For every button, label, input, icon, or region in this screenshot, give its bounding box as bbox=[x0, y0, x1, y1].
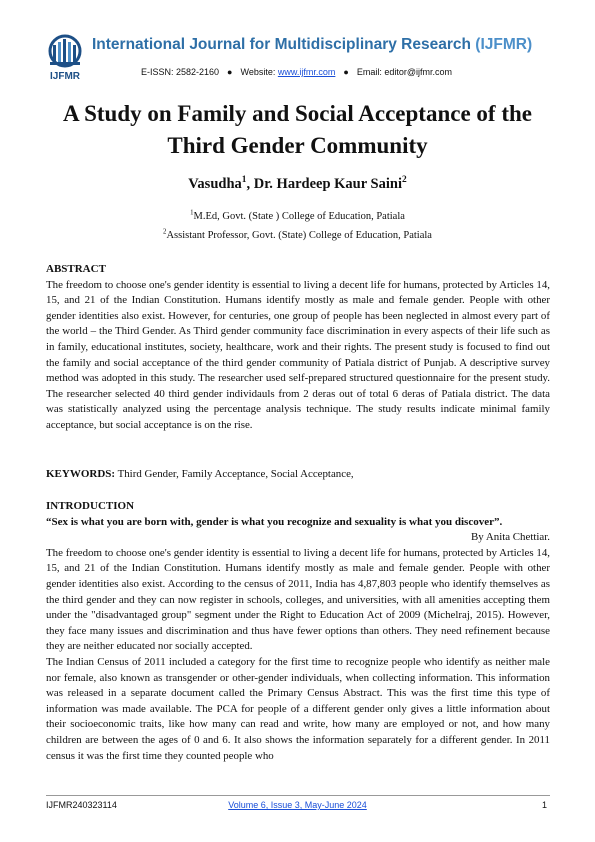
journal-abbr: (IJFMR) bbox=[475, 36, 533, 53]
author-separator: , bbox=[246, 176, 254, 192]
introduction-heading: INTRODUCTION bbox=[46, 500, 135, 512]
page-number: 1 bbox=[541, 800, 547, 810]
author-2-sup: 2 bbox=[401, 175, 407, 186]
logo-icon bbox=[44, 32, 86, 82]
website-link[interactable]: www.ijfmr.com bbox=[277, 67, 336, 77]
keywords-text: Third Gender, Family Acceptance, Social Acceptance, bbox=[115, 468, 354, 480]
introduction-section bbox=[46, 499, 550, 764]
author-2: Dr. Hardeep Kaur Saini bbox=[253, 176, 402, 192]
footer-volume-link[interactable]: Volume 6, Issue 3, May-June 2024 bbox=[228, 800, 367, 810]
email: Email: editor@ijfmr.com bbox=[356, 67, 452, 77]
abstract-heading: ABSTRACT bbox=[46, 263, 106, 275]
affiliation-1-text: M.Ed, Govt. (State ) College of Education, Patiala bbox=[193, 211, 405, 222]
affiliation-2 bbox=[0, 230, 595, 241]
footer-divider bbox=[46, 795, 550, 796]
paper-title bbox=[30, 98, 565, 162]
affiliation-2-text: Assistant Professor, Govt. (State) College of Education, Patiala bbox=[166, 230, 432, 241]
title-line-1: A Study on Family and Social Acceptance of the bbox=[63, 101, 532, 126]
logo-text: IJFMR bbox=[50, 71, 80, 82]
abstract-section bbox=[46, 262, 550, 434]
introduction-paragraph-2: The Indian Census of 2011 included a category for the first time to recognize people who identify as neither male nor female, also known as transgender or other-gender individuals, when collecting information. This information was released in a separate document called the Primary Census Abstract. This was the first time this type of information was made available. The PCA for people of a different gender only gives a little information about their socioeconomic traits, like how many can read and write, how many are employed or not, and how many children are between the ages of 0 and 6. It also shows the information separately for a different gender. In 2011 census it was the first time they counted people who bbox=[46, 655, 550, 762]
journal-contact-line bbox=[141, 67, 452, 77]
quote-author: By Anita Chettiar. bbox=[471, 531, 550, 544]
journal-title bbox=[92, 36, 532, 54]
author-1: Vasudha bbox=[188, 176, 242, 192]
keywords-label: KEYWORDS: bbox=[46, 468, 116, 480]
issn: E-ISSN: 2582-2160 bbox=[141, 67, 220, 77]
bullet-icon: ● bbox=[343, 67, 349, 77]
author-1-sup: 1 bbox=[241, 175, 247, 186]
authors bbox=[0, 176, 595, 193]
keywords-section bbox=[46, 467, 550, 483]
introduction-quote: “Sex is what you are born with, gender is what you recognize and sexuality is what you discover”. bbox=[46, 515, 503, 528]
introduction-paragraph-1: The freedom to choose one's gender identity is essential to living a decent life for humans, protected by Articles 14, 15, and 21 of the Indian Constitution. Humans identify mostly as male and female gender. People with other gender identities also exist. According to the census of 2011, India has 4,87,803 people who identify themselves as the third gender and they can now register in schools, colleges, and universities, with all amenities accepting them under the "disadvantaged group" segment under the Right to Education Act of 2009 (Michelraj, 2015). However, they face many issues and discrimination and thus have fewer options than others. They need refinement because they are neither educated nor socially accepted. bbox=[46, 546, 550, 653]
website-label: Website: bbox=[240, 67, 276, 77]
title-line-2: Third Gender Community bbox=[167, 133, 428, 158]
journal-logo bbox=[44, 32, 86, 82]
affiliation-2-sup: 2 bbox=[163, 228, 167, 236]
affiliation-1-sup: 1 bbox=[190, 209, 194, 217]
affiliation-1 bbox=[0, 211, 595, 222]
journal-name: International Journal for Multidisciplinary Research bbox=[92, 36, 471, 53]
footer-paper-id: IJFMR240323114 bbox=[46, 800, 117, 810]
abstract-text: The freedom to choose one's gender identity is essential to living a decent life for humans, protected by Articles 14, 15, and 21 of the Indian Constitution. Humans identify mostly as male and female gender. People with other gender identities also exist. However, for centuries, one group of people has been neglected in almost every part of the world – the Third Gender. As Third gender community face discrimination in every aspects of their life such as in family, educational institutes, society, healthcare, work and their rights. The present study is focused to find out the family and social acceptance of the third gender community of Patiala district of Punjab. A descriptive survey method was adopted in this study. The researcher used self-prepared structured questionnaire for the present study. The researcher selected 40 third gender individauls from 2 deras out of total 6 deras of Patiala district. The data was statistically analyzed using the percentage analysis technique. The study results indicate minimal family acceptance, but social acceptance is on the rise. bbox=[46, 278, 550, 431]
bullet-icon: ● bbox=[227, 67, 233, 77]
